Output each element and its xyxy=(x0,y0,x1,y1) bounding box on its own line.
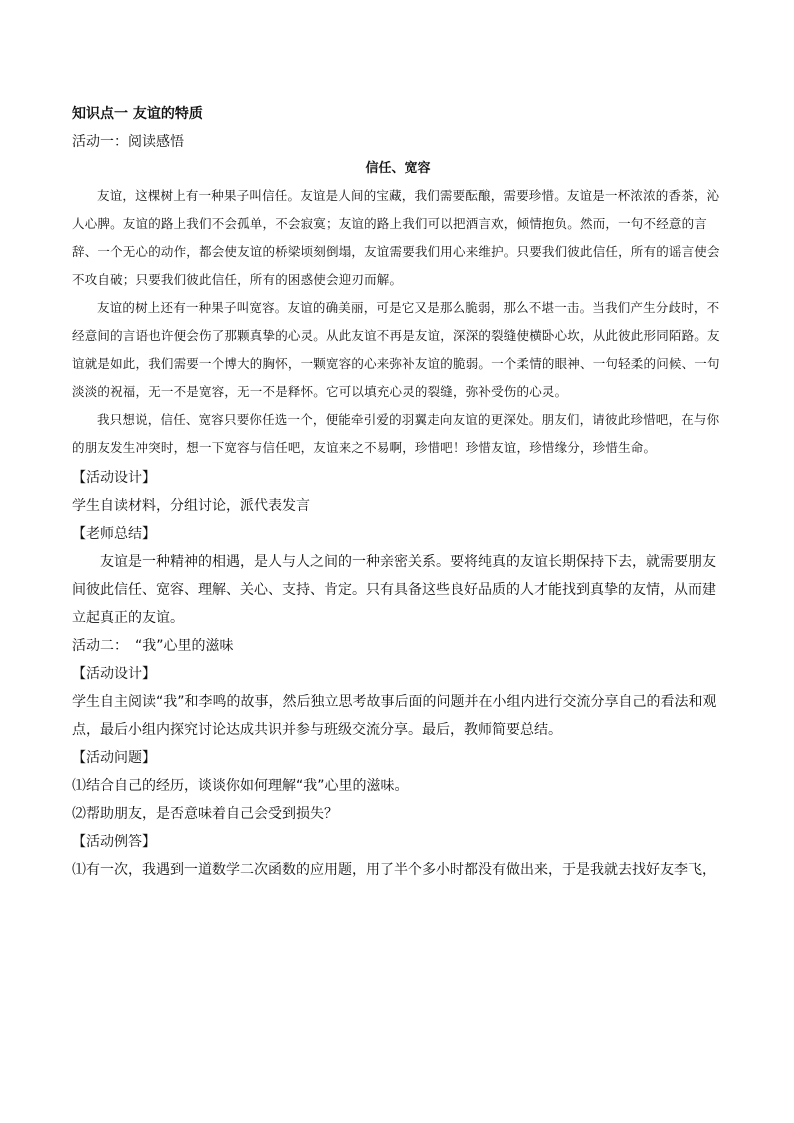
activity2-answer-label: 【活动例答】 xyxy=(72,834,156,850)
reading-passage xyxy=(72,182,724,462)
reading-title: 信任、宽容 xyxy=(365,161,431,176)
document-content xyxy=(72,100,724,884)
activity1-design-label: 【活动设计】 xyxy=(72,470,156,486)
reading-paragraph-3: 我只想说，信任、宽容只要你任选一个，便能牵引爱的羽翼走向友谊的更深处。朋友们，请彼此珍惜吧，在与你的朋友发生冲突时，想一下宽容与信任吧，友谊来之不易啊，珍惜吧！珍惜友谊，珍惜缘分，珍惜生命。 xyxy=(72,412,720,455)
activity2-title: 活动二： “我”心里的滋味 xyxy=(72,638,234,654)
section-title: 知识点一 友谊的特质 xyxy=(72,106,203,122)
activity2-design-label: 【活动设计】 xyxy=(72,666,156,682)
activity2-answer-text: ⑴有一次，我遇到一道数学二次函数的应用题，用了半个多小时都没有做出来，于是我就去找好友李飞， xyxy=(72,862,716,878)
activity1-title: 活动一：阅读感悟 xyxy=(72,134,184,150)
reading-paragraph-1: 友谊，这棵树上有一种果子叫信任。友谊是人间的宝藏，我们需要酝酿，需要珍惜。友谊是一杯浓浓的香茶，沁人心脾。友谊的路上我们不会孤单，不会寂寞；友谊的路上我们可以把酒言欢，倾情抱负。然而，一句不经意的言辞、一个无心的动作，都会使友谊的桥梁顷刻倒塌，友谊需要我们用心来维护。只要我们彼此信任，所有的谣言使会不攻自破；只要我们彼此信任，所有的困惑使会迎刃而解。 xyxy=(72,188,720,287)
activity2-question-1: ⑴结合自己的经历，谈谈你如何理解“我”心里的滋味。 xyxy=(72,778,409,794)
reading-paragraph-2: 友谊的树上还有一种果子叫宽容。友谊的确美丽，可是它又是那么脆弱，那么不堪一击。当我们产生分歧时，不经意间的言语也许便会伤了那颗真挚的心灵。从此友谊不再是友谊，深深的裂缝使横卧心坎，从此彼此形同陌路。友谊就是如此，我们需要一个博大的胸怀，一颗宽容的心来弥补友谊的脆弱。一个柔情的眼神、一句轻柔的问候、一句淡淡的祝福，无一不是宽容，无一不是释怀。它可以填充心灵的裂缝，弥补受伤的心灵。 xyxy=(72,300,720,399)
activity1-design-text: 学生自读材料，分组讨论，派代表发言 xyxy=(72,498,310,514)
teacher-summary-label: 【老师总结】 xyxy=(72,526,156,542)
activity2-question-2: ⑵帮助朋友，是否意味着自己会受到损失？ xyxy=(72,806,338,822)
activity2-design-text: 学生自主阅读“我”和李鸣的故事，然后独立思考故事后面的问题并在小组内进行交流分享自己的看法和观点，最后小组内探究讨论达成共识并参与班级交流分享。最后，教师简要总结。 xyxy=(72,694,717,738)
teacher-summary-text: 友谊是一种精神的相遇，是人与人之间的一种亲密关系。要将纯真的友谊长期保持下去，就需要朋友间彼此信任、宽容、理解、关心、支持、肯定。只有具备这些良好品质的人才能找到真挚的友情，从而建立起真正的友谊。 xyxy=(72,554,716,626)
activity2-questions-label: 【活动问题】 xyxy=(72,750,156,766)
